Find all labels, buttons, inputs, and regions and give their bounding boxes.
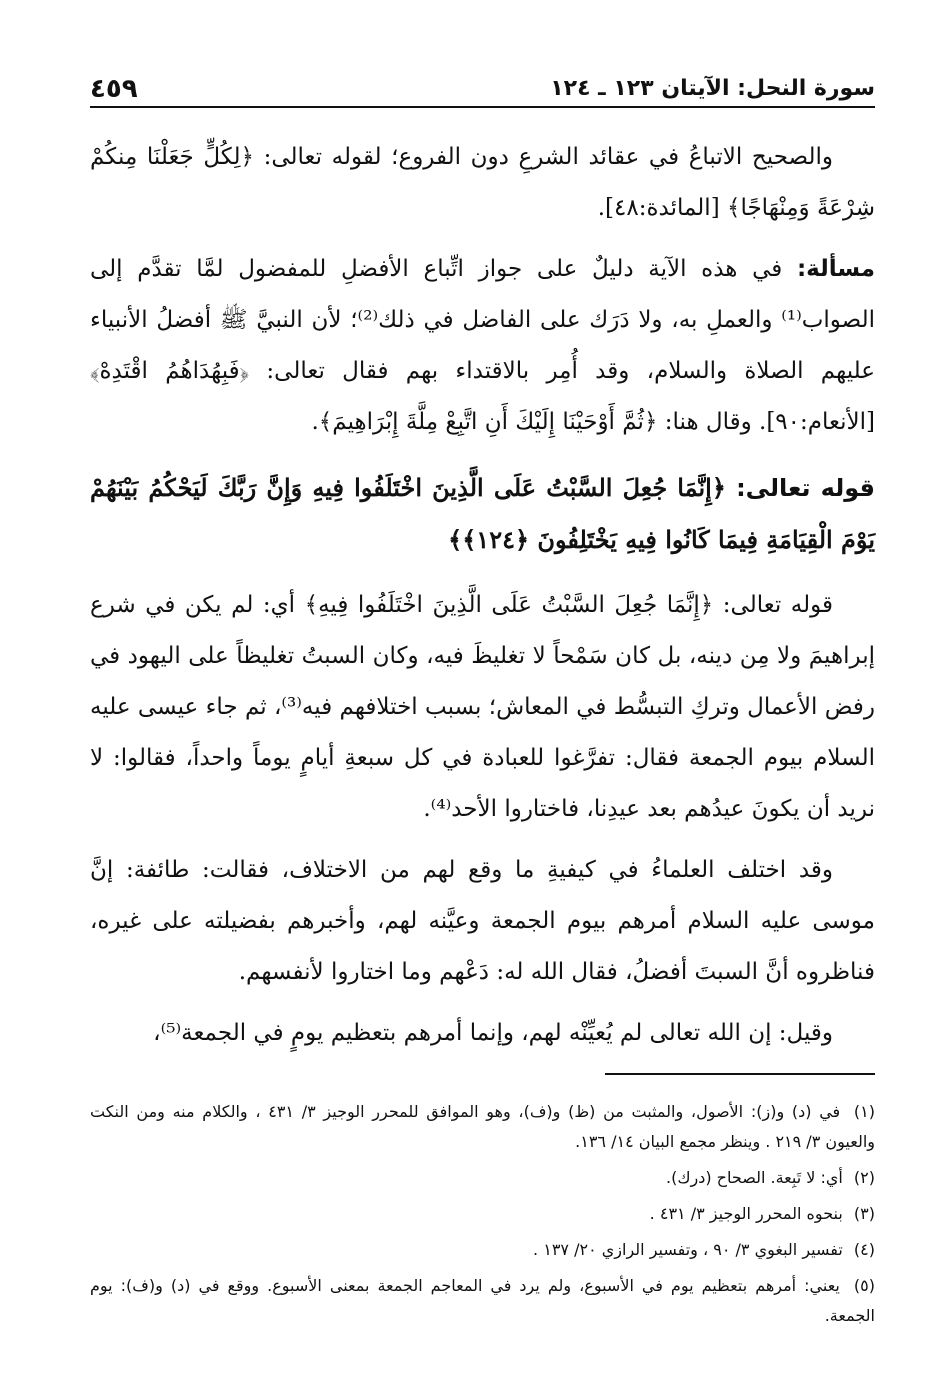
footnote-4 xyxy=(90,1235,875,1265)
footnote-separator xyxy=(605,1073,875,1075)
paragraph-1-text: والصحيح الاتباعُ في عقائد الشرعِ دون الفروع؛ لقوله تعالى: ﴿لِكُلٍّ جَعَلْنَا مِنكُمْ شِرْعَةً وَمِنْهَاجًا﴾ [المائدة:٤٨]. xyxy=(90,144,875,221)
footnotes xyxy=(90,1097,875,1331)
verse-block xyxy=(90,462,875,566)
paragraph-sabt-text: قوله تعالى: ﴿إِنَّمَا جُعِلَ السَّبْتُ عَلَى الَّذِينَ اخْتَلَفُوا فِيهِ﴾ أي: لم يكن في شرع إبراهيمَ ولا مِن دينه، بل كان سَمْحاً لا تغليظَ فيه، وكان السبتُ تغليظاً على اليهود في رفض الأعمال وتركِ التبسُّط في المعاش؛ بسبب اختلافهم فيه⁽³⁾، ثم جاء عيسى عليه السلام بيوم الجمعة فقال: تفرَّغوا للعبادة في كل سبعةِ أيامٍ يوماً واحداً، فقالوا: لا نريد أن يكونَ عيدُهم بعد عيدِنا، فاختاروا الأحد⁽⁴⁾. xyxy=(90,592,875,822)
verse-text: ﴿إِنَّمَا جُعِلَ السَّبْتُ عَلَى الَّذِينَ اخْتَلَفُوا فِيهِ وَإِنَّ رَبَّكَ لَيَحْكُمُ بَيْنَهُمْ يَوْمَ الْقِيَامَةِ فِيمَا كَانُوا فِيهِ يَخْتَلِفُونَ ﴿١٢٤﴾﴾ xyxy=(90,473,875,554)
footnote-2-number: (٢) xyxy=(853,1168,875,1187)
footnote-4-number: (٤) xyxy=(853,1240,875,1259)
footnote-3-number: (٣) xyxy=(853,1204,875,1223)
page-number: ٤٥٩ xyxy=(90,74,138,104)
paragraph-qila-text: وقيل: إن الله تعالى لم يُعيِّنْه لهم، وإنما أمرهم بتعظيم يومٍ في الجمعة⁽⁵⁾، xyxy=(153,1020,833,1046)
footnote-1-text: في (د) و(ز): الأصول، والمثبت من (ظ) و(ف)، وهو الموافق للمحرر الوجيز ٣/ ٤٣١ ، والكلام منه ومن النكت والعيون ٣/ ٢١٩ . وينظر مجمع البيان ١٤/ ١٣٦. xyxy=(90,1102,875,1151)
footnote-5-text: يعني: أمرهم بتعظيم يوم في الأسبوع، ولم يرد في المعاجم الجمعة بمعنى الأسبوع. ووقع في (د) و(ف): يوم الجمعة. xyxy=(90,1276,875,1325)
paragraph-ikhtilaf-text: وقد اختلف العلماءُ في كيفيةِ ما وقع لهم من الاختلاف، فقالت: طائفة: إنَّ موسى عليه السلام أمرهم بيوم الجمعة وعيَّنه لهم، وأخبرهم بفضيلته على غيره، فناظروه أنَّ السبتَ أفضلُ، فقال الله له: دَعْهم وما اختاروا لأنفسهم. xyxy=(90,857,875,985)
footnote-1 xyxy=(90,1097,875,1157)
footnote-2-text: أي: لا تَبِعة. الصحاح (درك). xyxy=(665,1168,843,1187)
paragraph-masala xyxy=(90,244,875,448)
paragraph-1 xyxy=(90,132,875,234)
footnote-5-number: (٥) xyxy=(853,1276,875,1295)
page-header xyxy=(90,60,875,108)
footnote-3 xyxy=(90,1199,875,1229)
book-page xyxy=(90,60,875,1337)
masala-text: في هذه الآية دليلٌ على جواز اتِّباع الأفضلِ للمفضول لمَّا تقدَّم إلى الصواب⁽¹⁾ والعملِ به، ولا دَرَك على الفاضل في ذلك⁽²⁾؛ لأن النبيَّ ﷺ أفضلُ الأنبياء عليهم الصلاة والسلام، وقد أُمِر بالاقتداء بهم فقال تعالى: ﴿فَبِهُدَاهُمُ اقْتَدِهْ﴾ [الأنعام:٩٠]. وقال هنا: ﴿ثُمَّ أَوْحَيْنَا إِلَيْكَ أَنِ اتَّبِعْ مِلَّةَ إِبْرَاهِيمَ﴾. xyxy=(90,256,875,435)
main-text xyxy=(90,132,875,1059)
paragraph-sabt xyxy=(90,580,875,835)
masala-lead: مسألة: xyxy=(796,256,876,282)
paragraph-ikhtilaf xyxy=(90,845,875,998)
footnote-5 xyxy=(90,1271,875,1331)
paragraph-qila xyxy=(90,1008,875,1059)
footnote-4-text: تفسير البغوي ٣/ ٩٠ ، وتفسير الرازي ٢٠/ ١٣٧ . xyxy=(533,1240,843,1259)
footnote-1-number: (١) xyxy=(853,1102,875,1121)
running-title: سورة النحل: الآيتان ١٢٣ ـ ١٢٤ xyxy=(550,76,875,101)
verse-lead: قوله تعالى: xyxy=(736,474,875,502)
footnote-2 xyxy=(90,1163,875,1193)
footnote-3-text: بنحوه المحرر الوجيز ٣/ ٤٣١ . xyxy=(649,1204,843,1223)
